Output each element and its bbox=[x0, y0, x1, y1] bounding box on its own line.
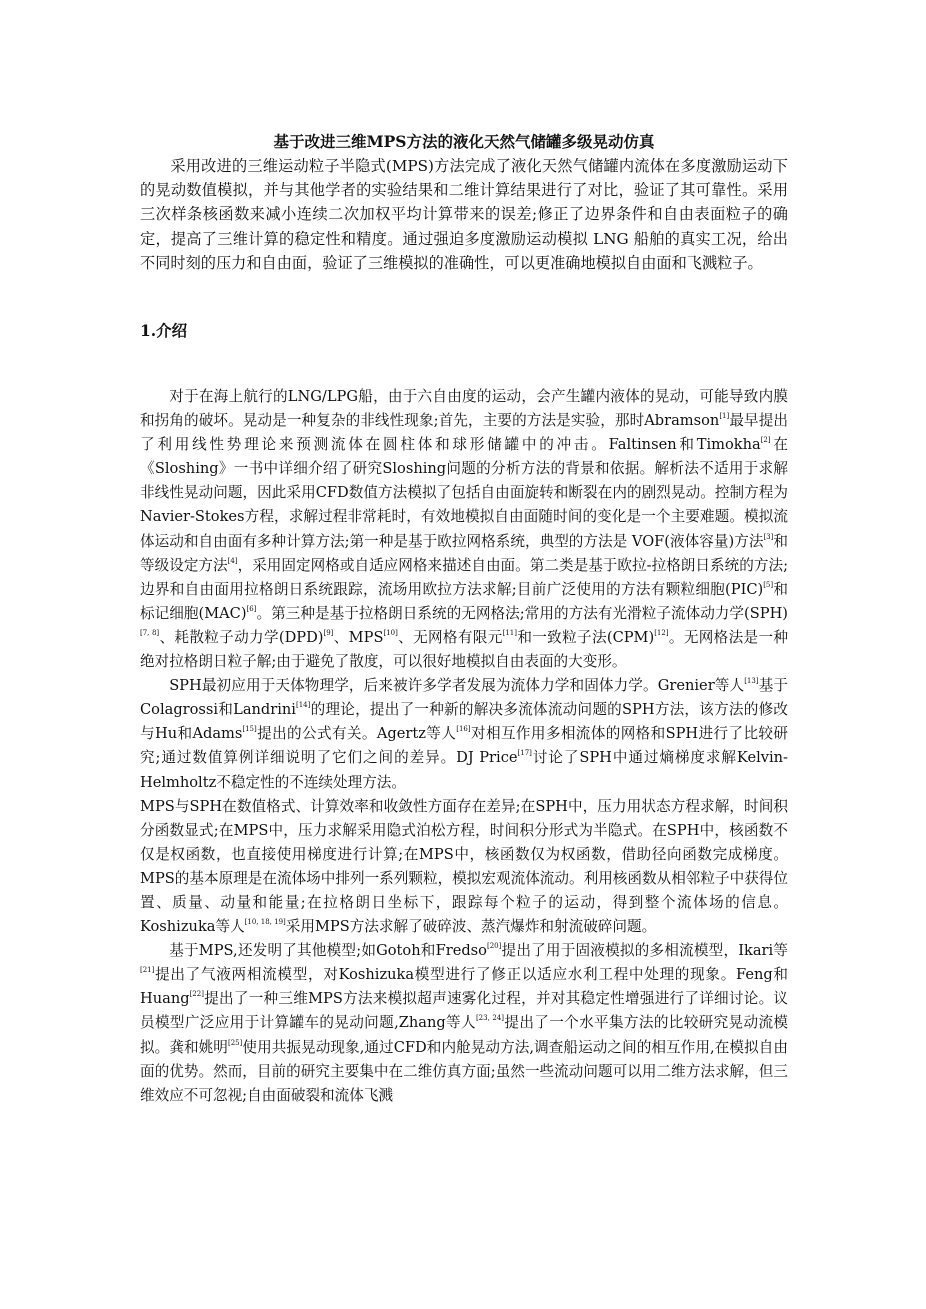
paragraph-text: 提出了一个水平集方法的比较研究晃动流模拟。龚和姚明 bbox=[140, 1014, 788, 1056]
paragraph-text: 、MPS bbox=[333, 628, 384, 646]
citation-reference[interactable]: [21] bbox=[140, 966, 155, 975]
paragraph-text: 使用共振晃动现象,通过CFD和内舱晃动方法,调查船运动之间的相互作用,在模拟自由面的优势。然而，目前的研究主要集中在二维仿真方面;虽然一些流动问题可以用二维方法求解，但三维效应不可忽视;自由面破裂和流体飞溅 bbox=[140, 1038, 788, 1104]
citation-reference[interactable]: [1] bbox=[719, 412, 730, 421]
body-paragraph bbox=[140, 795, 788, 940]
paragraph-text: 和一致粒子法(CPM) bbox=[517, 628, 655, 646]
body-paragraph bbox=[140, 674, 788, 794]
citation-reference[interactable]: [11] bbox=[502, 628, 517, 637]
citation-reference[interactable]: [4] bbox=[227, 556, 238, 565]
paragraph-text: 讨论了SPH中通过熵梯度求解Kelvin-Helmholtz不稳定性的不连续处理方法。 bbox=[140, 749, 788, 791]
paragraph-text: 提出了气液两相流模型，对Koshizuka模型进行了修正以适应水利工程中处理的现象。Feng和Huang bbox=[140, 966, 788, 1008]
citation-reference[interactable]: [16] bbox=[456, 725, 471, 734]
citation-reference[interactable]: [15] bbox=[242, 725, 257, 734]
citation-reference[interactable]: [2] bbox=[760, 436, 771, 445]
citation-reference[interactable]: [13] bbox=[744, 677, 759, 686]
paragraph-text: 和等级设定方法 bbox=[140, 532, 788, 574]
citation-reference[interactable]: [9] bbox=[323, 628, 334, 637]
paragraph-text: 。无网格法是一种绝对拉格朗日粒子解;由于避免了散度，可以很好地模拟自由表面的大变形。 bbox=[140, 628, 788, 671]
section-heading-introduction: 1.介绍 bbox=[140, 321, 188, 341]
paragraph-text: MPS与SPH在数值格式、计算效率和收敛性方面存在差异;在SPH中，压力用状态方程求解，时间积分函数显式;在MPS中，压力求解采用隐式泊松方程，时间积分形式为半隐式。在SPH中，核函数不仅是权函数，也直接使用梯度进行计算;在MPS中，核函数仅为权函数，借助径向函数完成梯度。MPS的基本原理是在流体场中排列一系列颗粒，模拟宏观流体流动。利用核函数从相邻粒子中获得位置、质量、动量和能量;在拉格朗日坐标下，跟踪每个粒子的运动，得到整个流体场的信息。Koshizuka等人 bbox=[140, 797, 788, 936]
paragraph-text: 基于Colagrossi和Landrini bbox=[140, 677, 788, 719]
citation-reference[interactable]: [3] bbox=[763, 532, 774, 541]
citation-reference[interactable]: [5] bbox=[763, 580, 774, 589]
paragraph-text: 的理论，提出了一种新的解决多流体流动问题的SPH方法，该方法的修改与Hu和Adams bbox=[140, 701, 788, 743]
paragraph-text: 提出的公式有关。Agertz等人 bbox=[256, 725, 457, 743]
document-page bbox=[140, 130, 788, 1108]
paragraph-text: 。第三种是基于拉格朗日系统的无网格法;常用的方法有光滑粒子流体动力学(SPH) bbox=[256, 604, 788, 622]
paragraph-text: 最早提出了利用线性势理论来预测流体在圆柱体和球形储罐中的冲击。Faltinsen和Timokha bbox=[140, 412, 788, 454]
paragraph-text: 、无网格有限元 bbox=[397, 628, 503, 646]
citation-reference[interactable]: [7, 8] bbox=[140, 628, 160, 637]
abstract-paragraph: 采用改进的三维运动粒子半隐式(MPS)方法完成了液化天然气储罐内流体在多度激励运动下的晃动数值模拟，并与其他学者的实验结果和二维计算结果进行了对比，验证了其可靠性。采用三次样条核函数来减小连续二次加权平均计算带来的误差;修正了边界条件和自由表面粒子的确定，提高了三维计算的稳定性和精度。通过强迫多度激励运动模拟 LNG 船舶的真实工况，给出不同时刻的压力和自由面，验证了三维模拟的准确性，可以更准确地模拟自由面和飞溅粒子。 bbox=[140, 157, 788, 272]
paper-title: 基于改进三维MPS方法的液化天然气储罐多级晃动仿真 bbox=[273, 132, 655, 151]
paragraph-text: 提出了一种三维MPS方法来模拟超声速雾化过程，并对其稳定性增强进行了详细讨论。议员模型广泛应用于计算罐车的晃动问题,Zhang等人 bbox=[140, 990, 788, 1032]
paragraph-text: 基于MPS,还发明了其他模型;如Gotoh和Fredso bbox=[169, 942, 487, 960]
paragraph-text: 采用MPS方法求解了破碎波、蒸汽爆炸和射流破碎问题。 bbox=[285, 918, 657, 936]
citation-reference[interactable]: [10, 18, 19] bbox=[244, 918, 286, 927]
citation-reference[interactable]: [14] bbox=[295, 701, 311, 710]
citation-reference[interactable]: [23, 24] bbox=[475, 1014, 505, 1023]
citation-reference[interactable]: [6] bbox=[246, 604, 257, 613]
citation-reference[interactable]: [22] bbox=[189, 990, 204, 999]
body-paragraph bbox=[140, 939, 788, 1108]
citation-reference[interactable]: [20] bbox=[486, 942, 502, 951]
citation-reference[interactable]: [12] bbox=[654, 628, 669, 637]
paragraph-text: 对相互作用多相流体的网格和SPH进行了比较研究;通过数值算例详细说明了它们之间的差异。DJ Price bbox=[140, 725, 788, 767]
paragraph-text: 提出了用于固液模拟的多相流模型，Ikari等 bbox=[501, 942, 788, 960]
citation-reference[interactable]: [10] bbox=[383, 628, 398, 637]
citation-reference[interactable]: [17] bbox=[517, 749, 532, 758]
paragraph-text: SPH最初应用于天体物理学，后来被许多学者发展为流体力学和固体力学。Grenier等人 bbox=[169, 677, 745, 695]
paragraph-text: 、耗散粒子动力学(DPD) bbox=[159, 628, 324, 646]
introduction-body bbox=[140, 385, 788, 1108]
body-paragraph bbox=[140, 385, 788, 674]
citation-reference[interactable]: [25] bbox=[227, 1038, 243, 1047]
paragraph-text: 对于在海上航行的LNG/LPG船，由于六自由度的运动，会产生罐内液体的晃动，可能导致内膜和拐角的破坏。晃动是一种复杂的非线性现象;首先，主要的方法是实验，那时Abramson bbox=[140, 388, 788, 430]
paragraph-text: 在《Sloshing》一书中详细介绍了研究Sloshing问题的分析方法的背景和依据。解析法不适用于求解非线性晃动问题，因此采用CFD数值方法模拟了包括自由面旋转和断裂在内的剧烈晃动。控制方程为Navier-Stokes方程，求解过程非常耗时，有效地模拟自由面随时间的变化是一个主要难题。模拟流体运动和自由面有多种计算方法;第一种是基于欧拉网格系统，典型的方法是 VOF(液体容量)方法 bbox=[140, 436, 788, 550]
paragraph-text: ，采用固定网格或自适应网格来描述自由面。第二类是基于欧拉-拉格朗日系统的方法;边界和自由面用拉格朗日系统跟踪，流场用欧拉方法求解;目前广泛使用的方法有颗粒细胞(PIC) bbox=[140, 556, 788, 598]
paragraph-text: 和标记细胞(MAC) bbox=[140, 580, 788, 622]
